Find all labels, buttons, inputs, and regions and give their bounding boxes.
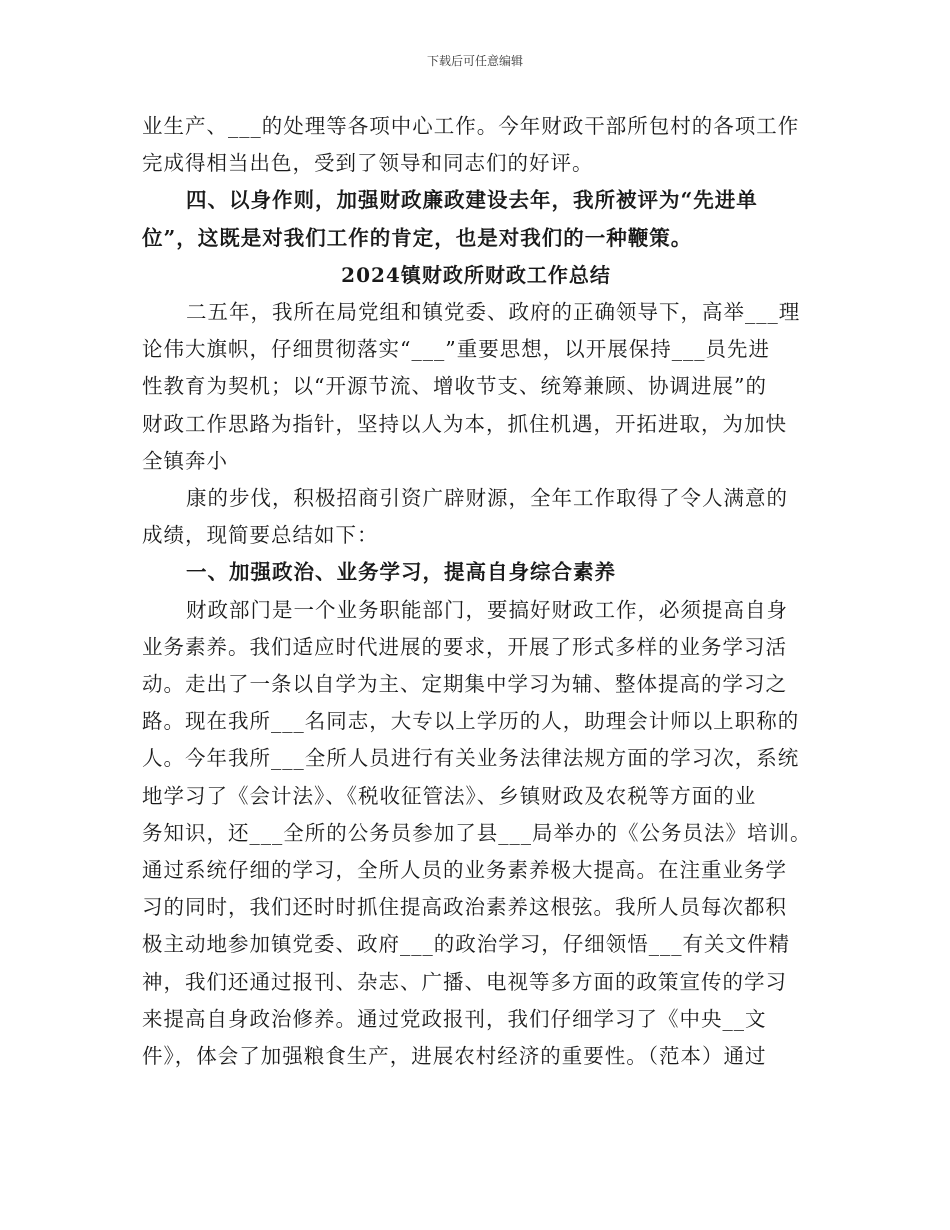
paragraph-line: 地学习了《会计法》、《税收征管法》、乡镇财政及农税等方面的业	[142, 783, 757, 808]
paragraph-line: 全镇奔小	[142, 448, 228, 473]
paragraph-line: 通过系统仔细的学习，全所人员的业务素养极大提高。在注重业务学	[142, 858, 787, 883]
document-body	[142, 108, 810, 1075]
paragraph-line: 成绩，现简要总结如下：	[142, 523, 379, 548]
paragraph-line: 业务素养。我们适应时代进展的要求，开展了形式多样的业务学习活	[142, 634, 787, 659]
paragraph-line: 极主动地参加镇党委、政府___的政治学习，仔细领悟___有关文件精	[142, 932, 790, 957]
paragraph-line: 业生产、___的处理等各项中心工作。今年财政干部所包村的各项工作	[142, 114, 800, 138]
paragraph-line: 路。现在我所___名同志，大专以上学历的人，助理会计师以上职称的	[142, 709, 800, 734]
paragraph-line: 完成得相当出色，受到了领导和同志们的好评。	[142, 151, 594, 176]
paragraph-line: 康的步伐，积极招商引资广辟财源，全年工作取得了令人满意的	[186, 486, 788, 511]
paragraph-line: 习的同时，我们还时时抓住提高政治素养这根弦。我所人员每次都积	[142, 895, 787, 920]
paragraph-line: 来提高自身政治修养。通过党政报刊，我们仔细学习了《中央__文	[142, 1006, 767, 1031]
paragraph-line: 神，我们还通过报刊、杂志、广播、电视等多方面的政策宣传的学习	[142, 969, 787, 994]
paragraph-line: 务知识，还___全所的公务员参加了县___局举办的《公务员法》培训。	[142, 820, 812, 845]
paragraph-line: 件》，体会了加强粮食生产，进展农村经济的重要性。（范本）通过	[142, 1044, 767, 1069]
section-heading: 一、加强政治、业务学习，提高自身综合素养	[186, 560, 616, 585]
paragraph-line: 二五年，我所在局党组和镇党委、政府的正确领导下，高举___理	[186, 300, 801, 325]
paragraph-line: 动。走出了一条以自学为主、定期集中学习为辅、整体提高的学习之	[142, 672, 787, 697]
paragraph-line: 财政工作思路为指针，坚持以人为本，抓住机遇，开拓进取，为加快	[142, 411, 787, 436]
paragraph-line: 性教育为契机；以“开源节流、增收节支、统筹兼顾、协调进展”的	[142, 374, 767, 399]
paragraph-line: 财政部门是一个业务职能部门，要搞好财政工作，必须提高自身	[186, 597, 788, 622]
page-header-note: 下载后可任意编辑	[426, 54, 523, 68]
paragraph-line: 人。今年我所___全所人员进行有关业务法律法规方面的学习次，系统	[142, 746, 800, 771]
section-heading-line: 四、以身作则，加强财政廉政建设去年，我所被评为“先进单	[186, 188, 758, 213]
paragraph-line: 论伟大旗帜，仔细贯彻落实“___”重要思想，以开展保持___员先进	[142, 337, 770, 362]
section-heading-line: 位”，这既是对我们工作的肯定，也是对我们的一种鞭策。	[142, 225, 693, 250]
document-title: 2024镇财政所财政工作总结	[341, 262, 611, 287]
